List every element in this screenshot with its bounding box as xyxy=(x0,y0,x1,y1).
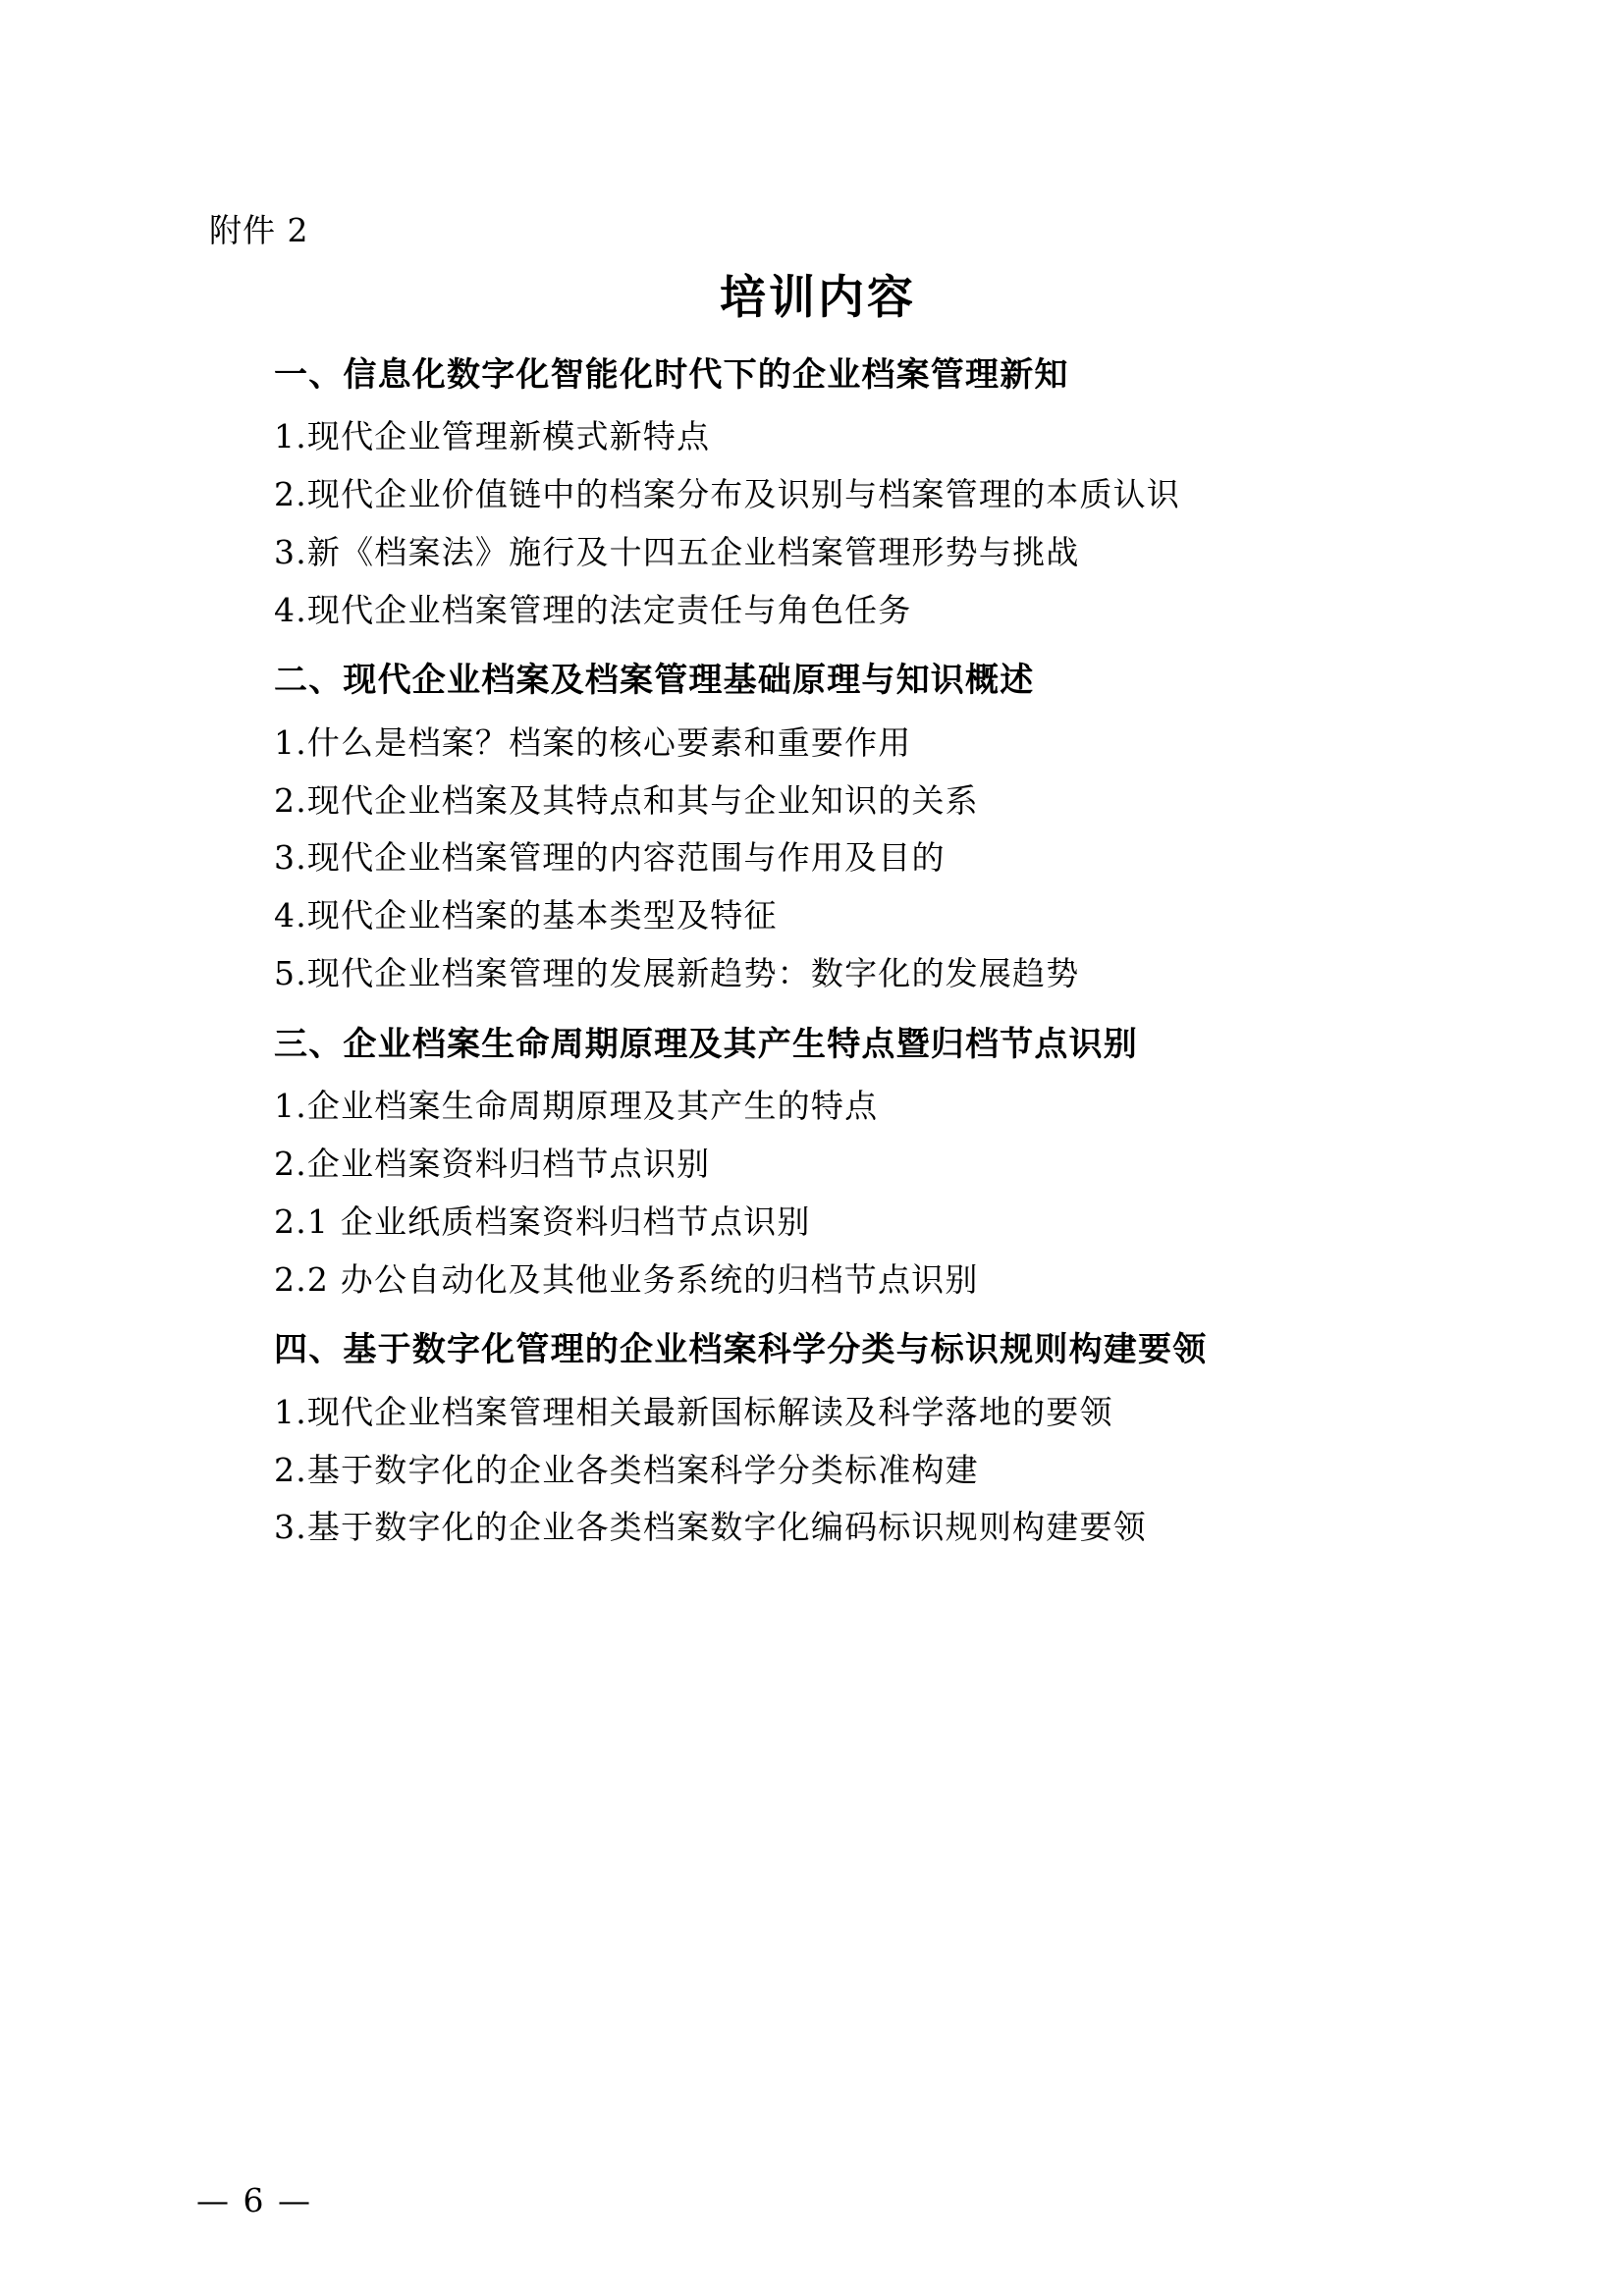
list-item: 3.基于数字化的企业各类档案数字化编码标识规则构建要领 xyxy=(274,1508,1147,1547)
list-item: 4.现代企业档案的基本类型及特征 xyxy=(274,896,778,935)
document-body xyxy=(209,211,1427,1557)
list-item: 4.现代企业档案管理的法定责任与角色任务 xyxy=(274,590,912,629)
list-item: 2.基于数字化的企业各类档案科学分类标准构建 xyxy=(274,1450,979,1489)
attachment-label: 附件 2 xyxy=(209,211,309,249)
list-item: 1.现代企业管理新模式新特点 xyxy=(274,417,711,456)
list-item: 3.现代企业档案管理的内容范围与作用及目的 xyxy=(274,838,946,878)
list-item: 2.企业档案资料归档节点识别 xyxy=(274,1145,711,1184)
list-item: 1.企业档案生命周期原理及其产生的特点 xyxy=(274,1087,879,1126)
list-item: 5.现代企业档案管理的发展新趋势：数字化的发展趋势 xyxy=(274,953,1080,992)
section-heading: 二、现代企业档案及档案管理基础原理与知识概述 xyxy=(274,661,1035,701)
list-item: 2.现代企业档案及其特点和其与企业知识的关系 xyxy=(274,780,979,820)
list-item: 1.什么是档案？档案的核心要素和重要作用 xyxy=(274,723,912,762)
list-item: 2.2 办公自动化及其他业务系统的归档节点识别 xyxy=(274,1259,979,1299)
section-heading: 三、企业档案生命周期原理及其产生特点暨归档节点识别 xyxy=(274,1024,1138,1064)
section-heading: 一、信息化数字化智能化时代下的企业档案管理新知 xyxy=(274,354,1069,395)
page-number: — 6 — xyxy=(196,2181,312,2219)
section-heading: 四、基于数字化管理的企业档案科学分类与标识规则构建要领 xyxy=(274,1330,1208,1370)
list-item: 1.现代企业档案管理相关最新国标解读及科学落地的要领 xyxy=(274,1392,1113,1431)
page-title: 培训内容 xyxy=(720,270,916,325)
list-item: 2.现代企业价值链中的档案分布及识别与档案管理的本质认识 xyxy=(274,475,1181,514)
list-item: 3.新《档案法》施行及十四五企业档案管理形势与挑战 xyxy=(274,532,1080,571)
list-item: 2.1 企业纸质档案资料归档节点识别 xyxy=(274,1201,811,1241)
